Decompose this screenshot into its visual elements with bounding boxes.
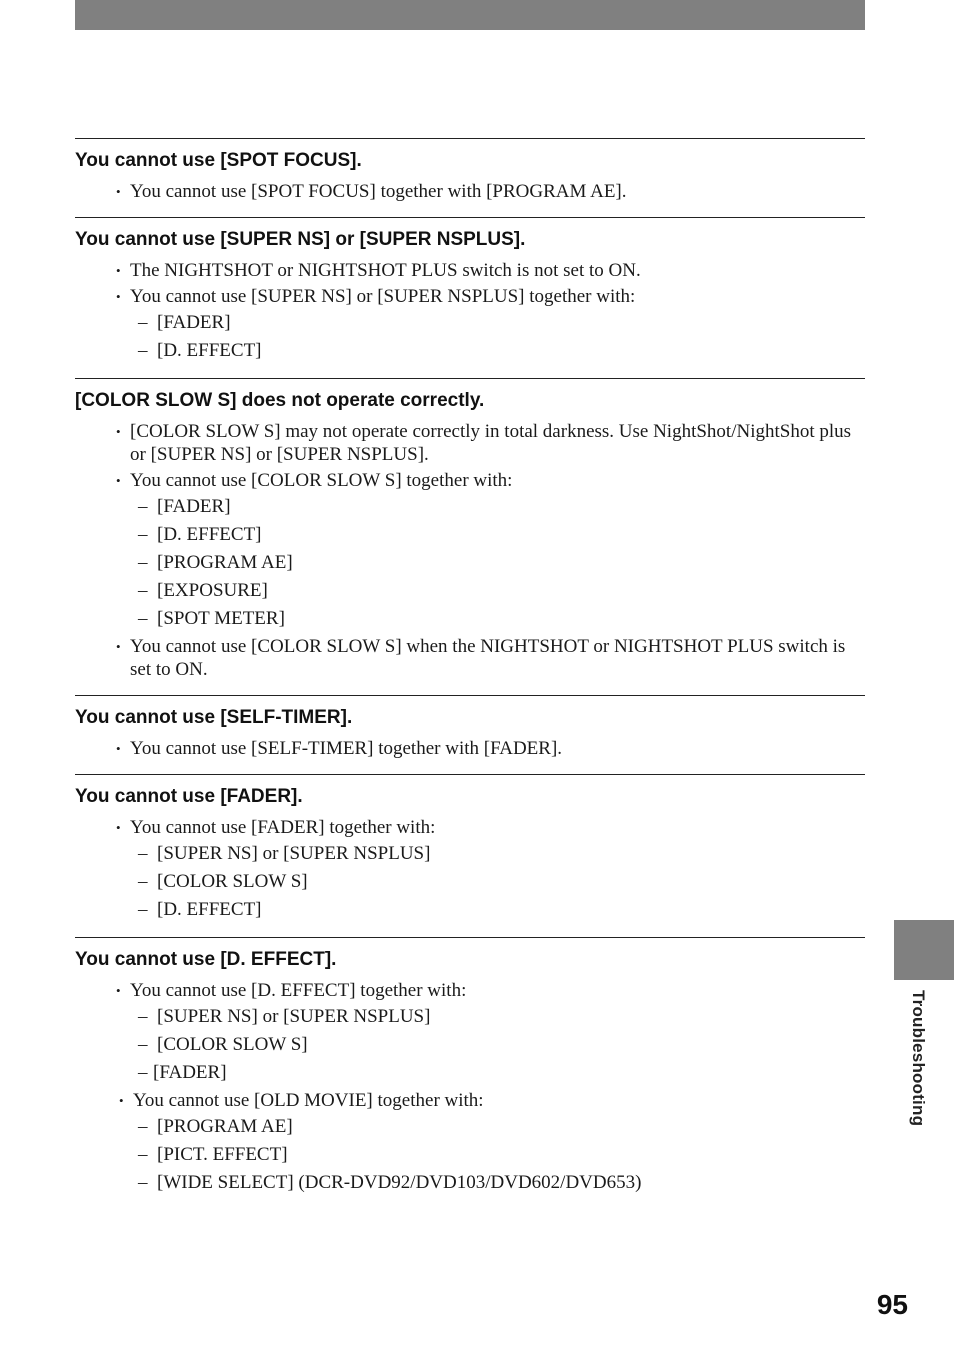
section-spot-focus [75, 138, 865, 217]
sub-item: – [D. EFFECT] [138, 524, 262, 545]
sub-item: – [FADER] [138, 496, 231, 517]
section-title: You cannot use [D. EFFECT]. [75, 949, 337, 970]
section-title: You cannot use [SELF-TIMER]. [75, 707, 353, 728]
section-title: You cannot use [SPOT FOCUS]. [75, 150, 362, 171]
sub-item: – [PROGRAM AE] [138, 552, 293, 573]
section-title: You cannot use [FADER]. [75, 786, 303, 807]
bullet-item: • You cannot use [OLD MOVIE] together with: [75, 1089, 865, 1112]
bullet-item: • The NIGHTSHOT or NIGHTSHOT PLUS switch is not set to ON. [75, 259, 865, 282]
sub-item: – [COLOR SLOW S] [138, 871, 308, 892]
sub-item: – [D. EFFECT] [138, 340, 262, 361]
bullet-item: • You cannot use [D. EFFECT] together with: [75, 979, 865, 1002]
section-self-timer [75, 695, 865, 774]
section-title: [COLOR SLOW S] does not operate correctly. [75, 390, 485, 411]
sub-item: – [PICT. EFFECT] [138, 1144, 288, 1165]
sub-item: – [SPOT METER] [138, 608, 285, 629]
section-title: You cannot use [SUPER NS] or [SUPER NSPLUS]. [75, 229, 526, 250]
bullet-item: • You cannot use [COLOR SLOW S] when the NIGHTSHOT or NIGHTSHOT PLUS switch is set to ON. [75, 635, 865, 681]
section-color-slow-s [75, 378, 865, 695]
sub-item: – [COLOR SLOW S] [138, 1034, 308, 1055]
sub-item: – [FADER] [138, 1062, 227, 1083]
bullet-item: • You cannot use [SPOT FOCUS] together with [PROGRAM AE]. [75, 180, 865, 203]
bullet-item: • You cannot use [FADER] together with: [75, 816, 865, 839]
header-bar [75, 0, 865, 30]
sub-item: – [WIDE SELECT] (DCR-DVD92/DVD103/DVD602/DVD653) [138, 1172, 642, 1193]
sub-item: – [SUPER NS] or [SUPER NSPLUS] [138, 1006, 431, 1027]
section-tab [894, 920, 954, 980]
bullet-item: • [COLOR SLOW S] may not operate correctly in total darkness. Use NightShot/NightShot plus or [SUPER NS] or [SUPER NSPLUS]. [75, 420, 865, 466]
bullet-item: • You cannot use [SELF-TIMER] together with [FADER]. [75, 737, 865, 760]
sub-item: – [FADER] [138, 312, 231, 333]
side-section-label: Troubleshooting [909, 990, 928, 1127]
page-number: 95 [876, 1289, 908, 1320]
section-d-effect [75, 937, 865, 1210]
bullet-item: • You cannot use [COLOR SLOW S] together with: [75, 469, 865, 492]
sub-item: – [PROGRAM AE] [138, 1116, 293, 1137]
sub-item: – [SUPER NS] or [SUPER NSPLUS] [138, 843, 431, 864]
section-super-ns [75, 217, 865, 378]
troubleshooting-content [75, 138, 865, 1210]
sub-item: – [D. EFFECT] [138, 899, 262, 920]
section-fader [75, 774, 865, 937]
sub-item: – [EXPOSURE] [138, 580, 268, 601]
bullet-item: • You cannot use [SUPER NS] or [SUPER NSPLUS] together with: [75, 285, 865, 308]
